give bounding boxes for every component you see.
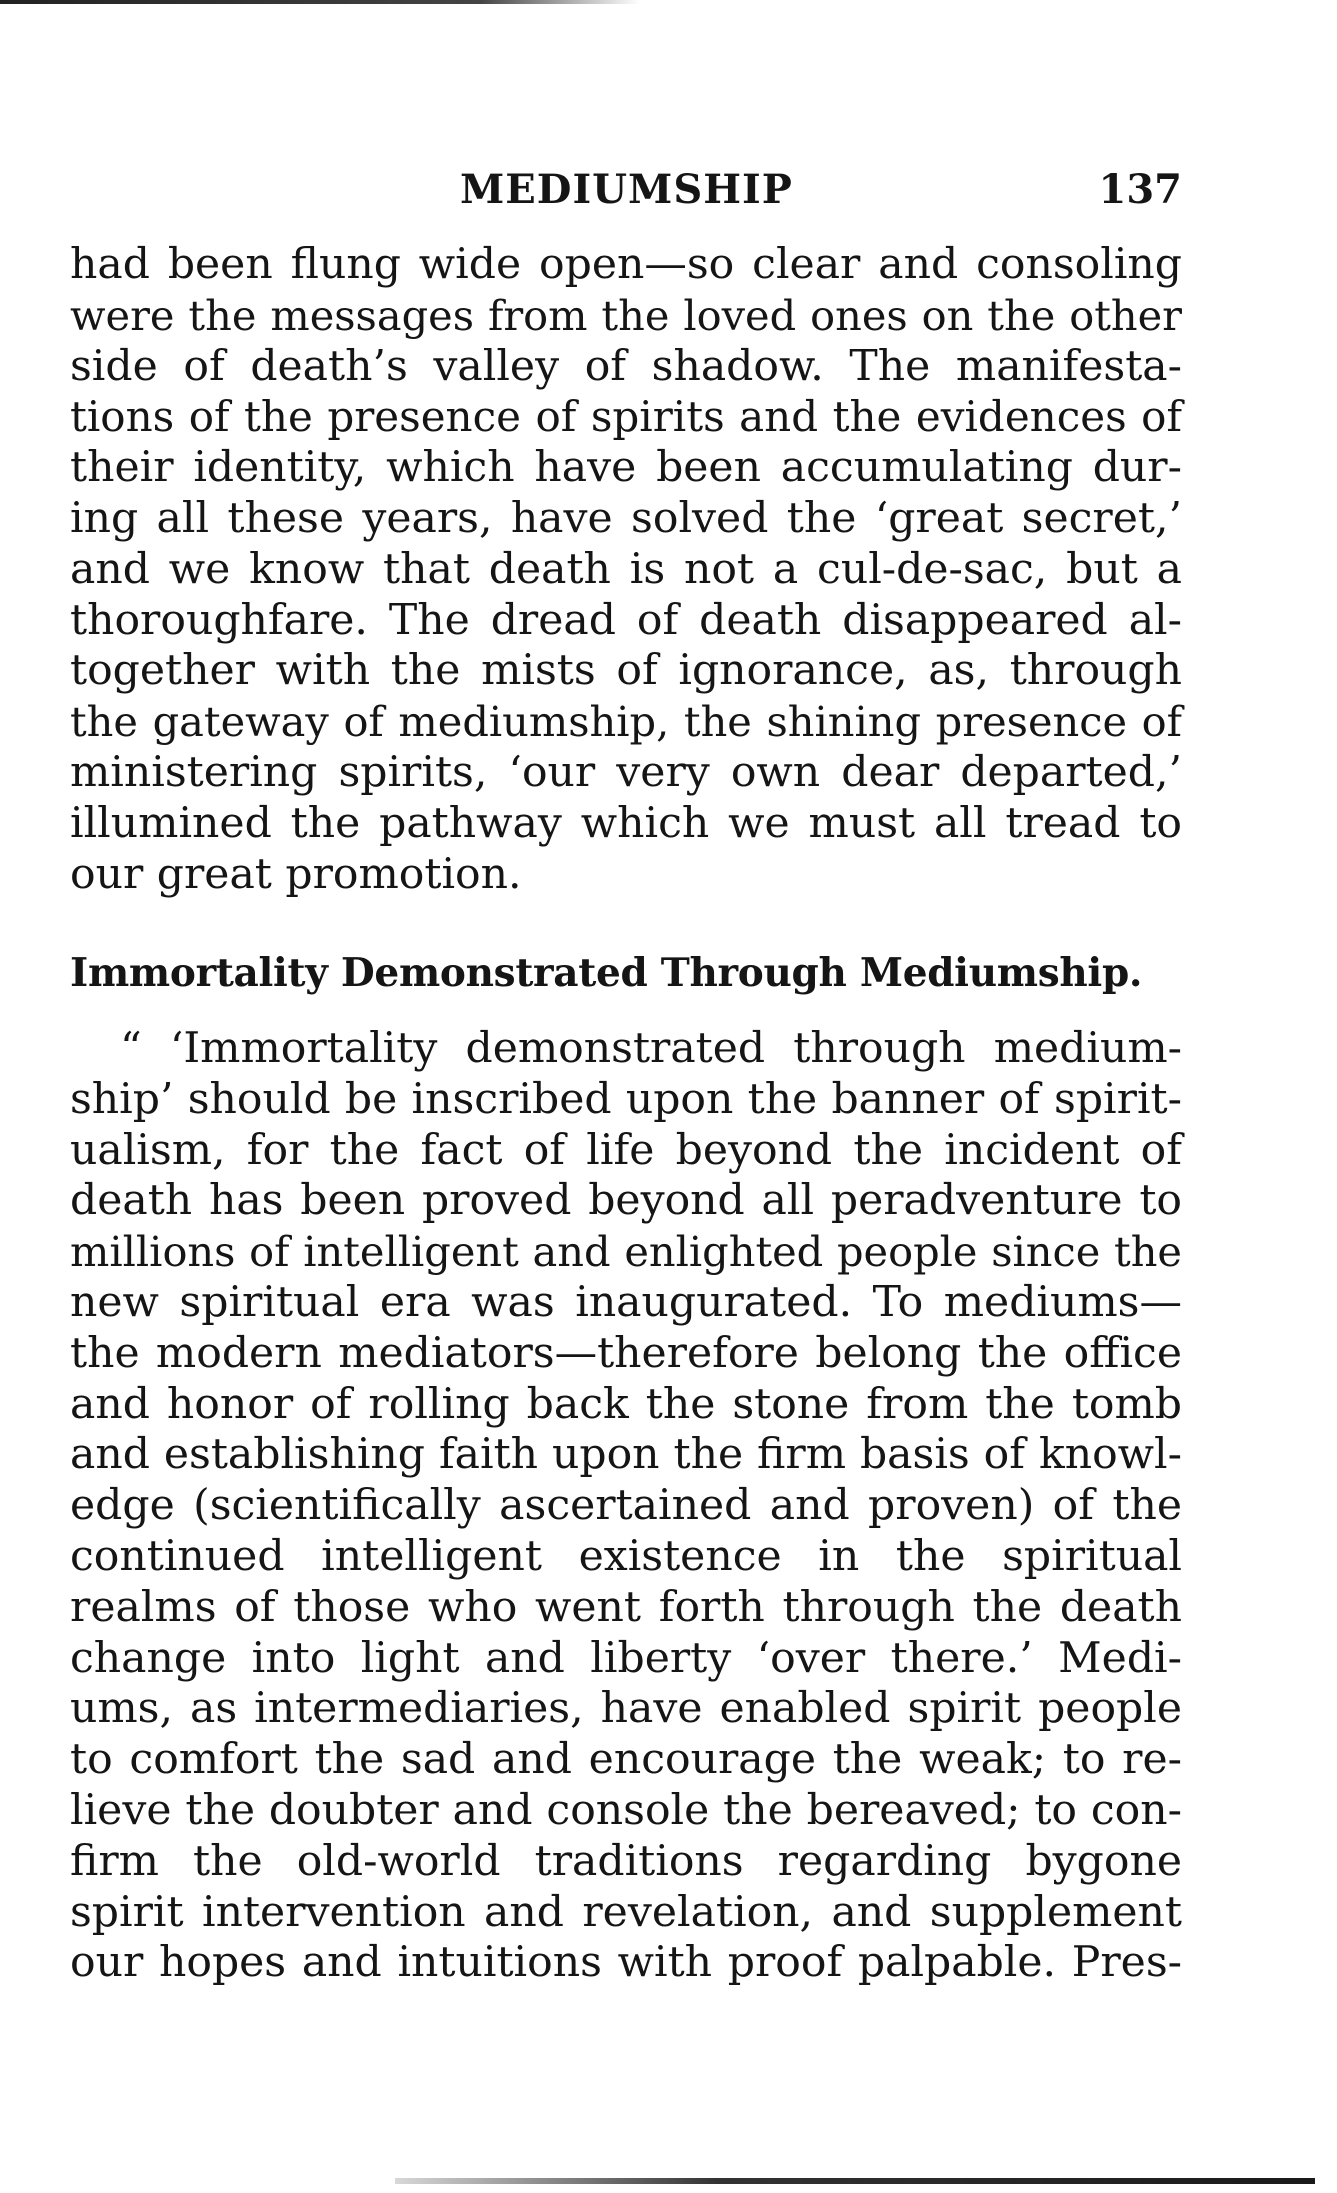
text-line: millions of intelligent and enlighted people since the: [70, 1227, 1182, 1277]
text-line: “ ‘Immortality demonstrated through medium-: [120, 1024, 1182, 1073]
text-line: side of death’s valley of shadow. The manifesta-: [70, 341, 1182, 391]
section-heading: Immortality Demonstrated Through Mediumship.: [70, 950, 1143, 996]
running-title: MEDIUMSHIP: [460, 166, 793, 213]
text-line: ualism, for the fact of life beyond the incident of: [70, 1125, 1182, 1175]
text-line: and establishing faith upon the firm basis of knowl-: [70, 1430, 1182, 1480]
text-line: the gateway of mediumship, the shining presence of: [70, 697, 1182, 747]
scan-edge-bottom: [395, 2178, 1315, 2184]
text-line: and we know that death is not a cul-de-sac, but a: [70, 544, 1182, 594]
text-line: continued intelligent existence in the spiritual: [70, 1531, 1182, 1581]
text-line: their identity, which have been accumulating dur-: [70, 443, 1182, 493]
page-number: 137: [1098, 166, 1182, 213]
text-line: were the messages from the loved ones on the other: [70, 290, 1182, 340]
text-line: ums, as intermediaries, have enabled spirit people: [70, 1684, 1182, 1734]
text-line: together with the mists of ignorance, as, through: [70, 646, 1182, 696]
text-line: ing all these years, have solved the ‘great secret,’: [70, 493, 1182, 543]
text-line: change into light and liberty ‘over there.’ Medi-: [70, 1633, 1182, 1683]
text-line: the modern mediators—therefore belong the office: [70, 1328, 1182, 1378]
scan-edge-top: [0, 0, 640, 4]
text-line: firm the old-world traditions regarding bygone: [70, 1836, 1182, 1886]
text-line: ship’ should be inscribed upon the banner of spirit-: [70, 1074, 1182, 1124]
text-line: ministering spirits, ‘our very own dear departed,’: [70, 747, 1182, 797]
text-line: illumined the pathway which we must all tread to: [70, 798, 1182, 848]
running-head: [70, 160, 1182, 220]
text-line: and honor of rolling back the stone from the tomb: [70, 1379, 1182, 1429]
text-line: lieve the doubter and console the bereaved; to con-: [70, 1785, 1182, 1835]
text-line: had been flung wide open—so clear and consoling: [70, 240, 1182, 289]
paragraph-2: [70, 1024, 1182, 1989]
text-line: our great promotion.: [70, 849, 522, 899]
text-line: our hopes and intuitions with proof palpable. Pres-: [70, 1938, 1182, 1988]
text-line: thoroughfare. The dread of death disappeared al-: [70, 595, 1182, 645]
text-line: edge (scientifically ascertained and proven) of the: [70, 1481, 1182, 1531]
text-line: new spiritual era was inaugurated. To mediums—: [70, 1277, 1182, 1327]
text-line: to comfort the sad and encourage the weak; to re-: [70, 1735, 1182, 1785]
text-line: realms of those who went forth through the death: [70, 1582, 1182, 1632]
text-line: death has been proved beyond all peradventure to: [70, 1176, 1182, 1226]
text-line: spirit intervention and revelation, and supplement: [70, 1887, 1182, 1937]
paragraph-1: [70, 240, 1182, 900]
text-line: tions of the presence of spirits and the evidences of: [70, 392, 1182, 442]
